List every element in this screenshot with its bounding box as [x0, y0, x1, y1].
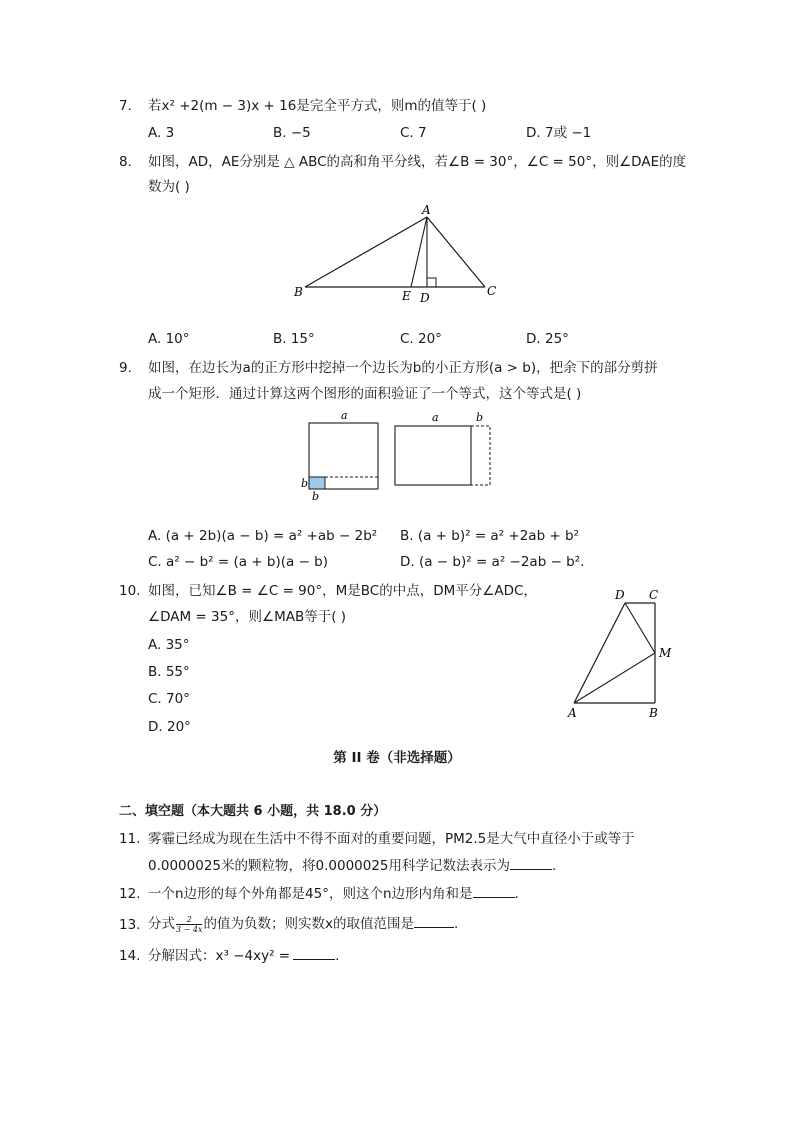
q10-segment-dm: [625, 603, 655, 653]
q9-rectangle: [395, 426, 471, 485]
q13-text-start: 分式: [148, 916, 175, 932]
q8-option-c: C. 20°: [400, 331, 442, 347]
q13-line: [148, 911, 458, 937]
q12-number: 12.: [119, 886, 141, 902]
q8-label-e: E: [402, 289, 411, 303]
q11-line2-text: 0.0000025米的颗粒物，将0.0000025用科学记数法表示为: [148, 858, 511, 874]
q10-label-b: B: [649, 706, 658, 720]
q13-end: .: [453, 916, 459, 932]
q8-number: 8.: [119, 154, 132, 170]
q8-side-ac: [427, 217, 485, 287]
q8-option-a: A. 10°: [148, 331, 190, 347]
q8-label-d: D: [420, 291, 430, 305]
q8-bisector-ae: [411, 217, 427, 287]
q8-label-a: A: [422, 203, 431, 217]
q10-option-d: D. 20°: [148, 719, 191, 735]
q9-option-a: A. (a + 2b)(a − b) = a² +ab − 2b²: [148, 528, 378, 544]
q8-option-d: D. 25°: [526, 331, 569, 347]
q9-stem-line2: 成一个矩形．通过计算这两个图形的面积验证了一个等式，这个等式是( ): [148, 386, 582, 402]
q10-label-a: A: [568, 706, 577, 720]
q9-label-a-right: a: [432, 411, 439, 424]
q12-line: [148, 885, 519, 903]
q12-text: 一个n边形的每个外角都是45°，则这个n边形内角和是: [148, 886, 473, 902]
q10-option-c: C. 70°: [148, 691, 190, 707]
q11-answer-blank[interactable]: [510, 857, 552, 870]
q9-small-square: [309, 477, 325, 489]
q13-fraction-numerator: 2: [176, 915, 202, 925]
q10-label-m: M: [659, 646, 672, 660]
q9-option-d: D. (a − b)² = a² −2ab − b².: [400, 554, 585, 570]
q9-option-c: C. a² − b² = (a + b)(a − b): [148, 554, 329, 570]
q9-dashed-extension: [471, 426, 490, 485]
q8-stem-line1: 如图，AD，AE分别是 △ ABC的高和角平分线，若∠B = 30°，∠C = 50°，则∠DAE的度: [148, 154, 687, 170]
q8-option-b: B. 15°: [273, 331, 315, 347]
q11-line1: 雾霾已经成为现在生活中不得不面对的重要问题，PM2.5是大气中直径小于或等于: [148, 831, 635, 847]
q13-text-mid: 的值为负数；则实数x的取值范围是: [203, 916, 414, 932]
q7-option-a: A. 3: [148, 125, 175, 141]
q8-label-c: C: [487, 284, 497, 298]
q12-end: .: [514, 886, 519, 902]
q13-fraction: [176, 915, 202, 934]
q11-line2-end: .: [552, 858, 557, 874]
q8-triangle-figure: [285, 198, 505, 306]
q8-right-angle-mark: [427, 278, 436, 287]
section-two-heading: 二、填空题（本大题共 6 小题，共 18.0 分）: [119, 804, 387, 819]
q14-end: .: [335, 948, 340, 964]
q12-answer-blank[interactable]: [473, 885, 515, 898]
q8-side-ab: [305, 217, 427, 287]
q9-stem-line1: 如图，在边长为a的正方形中挖掉一个边长为b的小正方形(a > b)，把余下的部分剪拼: [148, 360, 658, 376]
q7-stem: 若x² +2(m − 3)x + 16是完全平方式，则m的值等于( ): [148, 98, 487, 114]
q10-number: 10.: [119, 583, 141, 599]
q11-line2: [148, 857, 556, 875]
q11-number: 11.: [119, 831, 141, 847]
q9-label-a-left: a: [341, 409, 348, 422]
q10-quadrilateral-figure: [562, 584, 682, 724]
q9-option-b: B. (a + b)² = a² +2ab + b²: [400, 528, 580, 544]
q7-option-b: B. −5: [273, 125, 311, 141]
q10-stem-line1: 如图，已知∠B = ∠C = 90°，M是BC的中点，DM平分∠ADC，: [148, 583, 537, 599]
q9-label-b-right: b: [476, 411, 484, 424]
q10-label-d: D: [615, 588, 625, 602]
q10-label-c: C: [649, 588, 659, 602]
q7-option-c: C. 7: [400, 125, 427, 141]
q10-option-b: B. 55°: [148, 664, 190, 680]
q13-number: 13.: [119, 917, 141, 933]
q14-text: 分解因式：x³ −4xy² =: [148, 948, 291, 964]
q14-answer-blank[interactable]: [293, 947, 335, 960]
q7-option-d: D. 7或 −1: [526, 125, 592, 141]
q9-label-b-bottom: b: [312, 490, 320, 503]
part-two-title: 第 II 卷（非选择题）: [333, 750, 461, 766]
q10-stem-line2: ∠DAM = 35°，则∠MAB等于( ): [148, 609, 347, 625]
q14-number: 14.: [119, 948, 141, 964]
q7-number: 7.: [119, 98, 132, 114]
q14-line: [148, 947, 339, 965]
q13-fraction-denominator: 3 − 4x: [176, 924, 203, 934]
q8-stem-line2: 数为( ): [148, 179, 190, 195]
q10-option-a: A. 35°: [148, 637, 190, 653]
q10-side-da: [574, 603, 625, 703]
q8-label-b: B: [294, 285, 303, 299]
q9-number: 9.: [119, 360, 132, 376]
q9-label-b-side: b: [301, 477, 309, 490]
q13-answer-blank[interactable]: [414, 915, 454, 928]
q9-squares-figure: [298, 406, 498, 506]
